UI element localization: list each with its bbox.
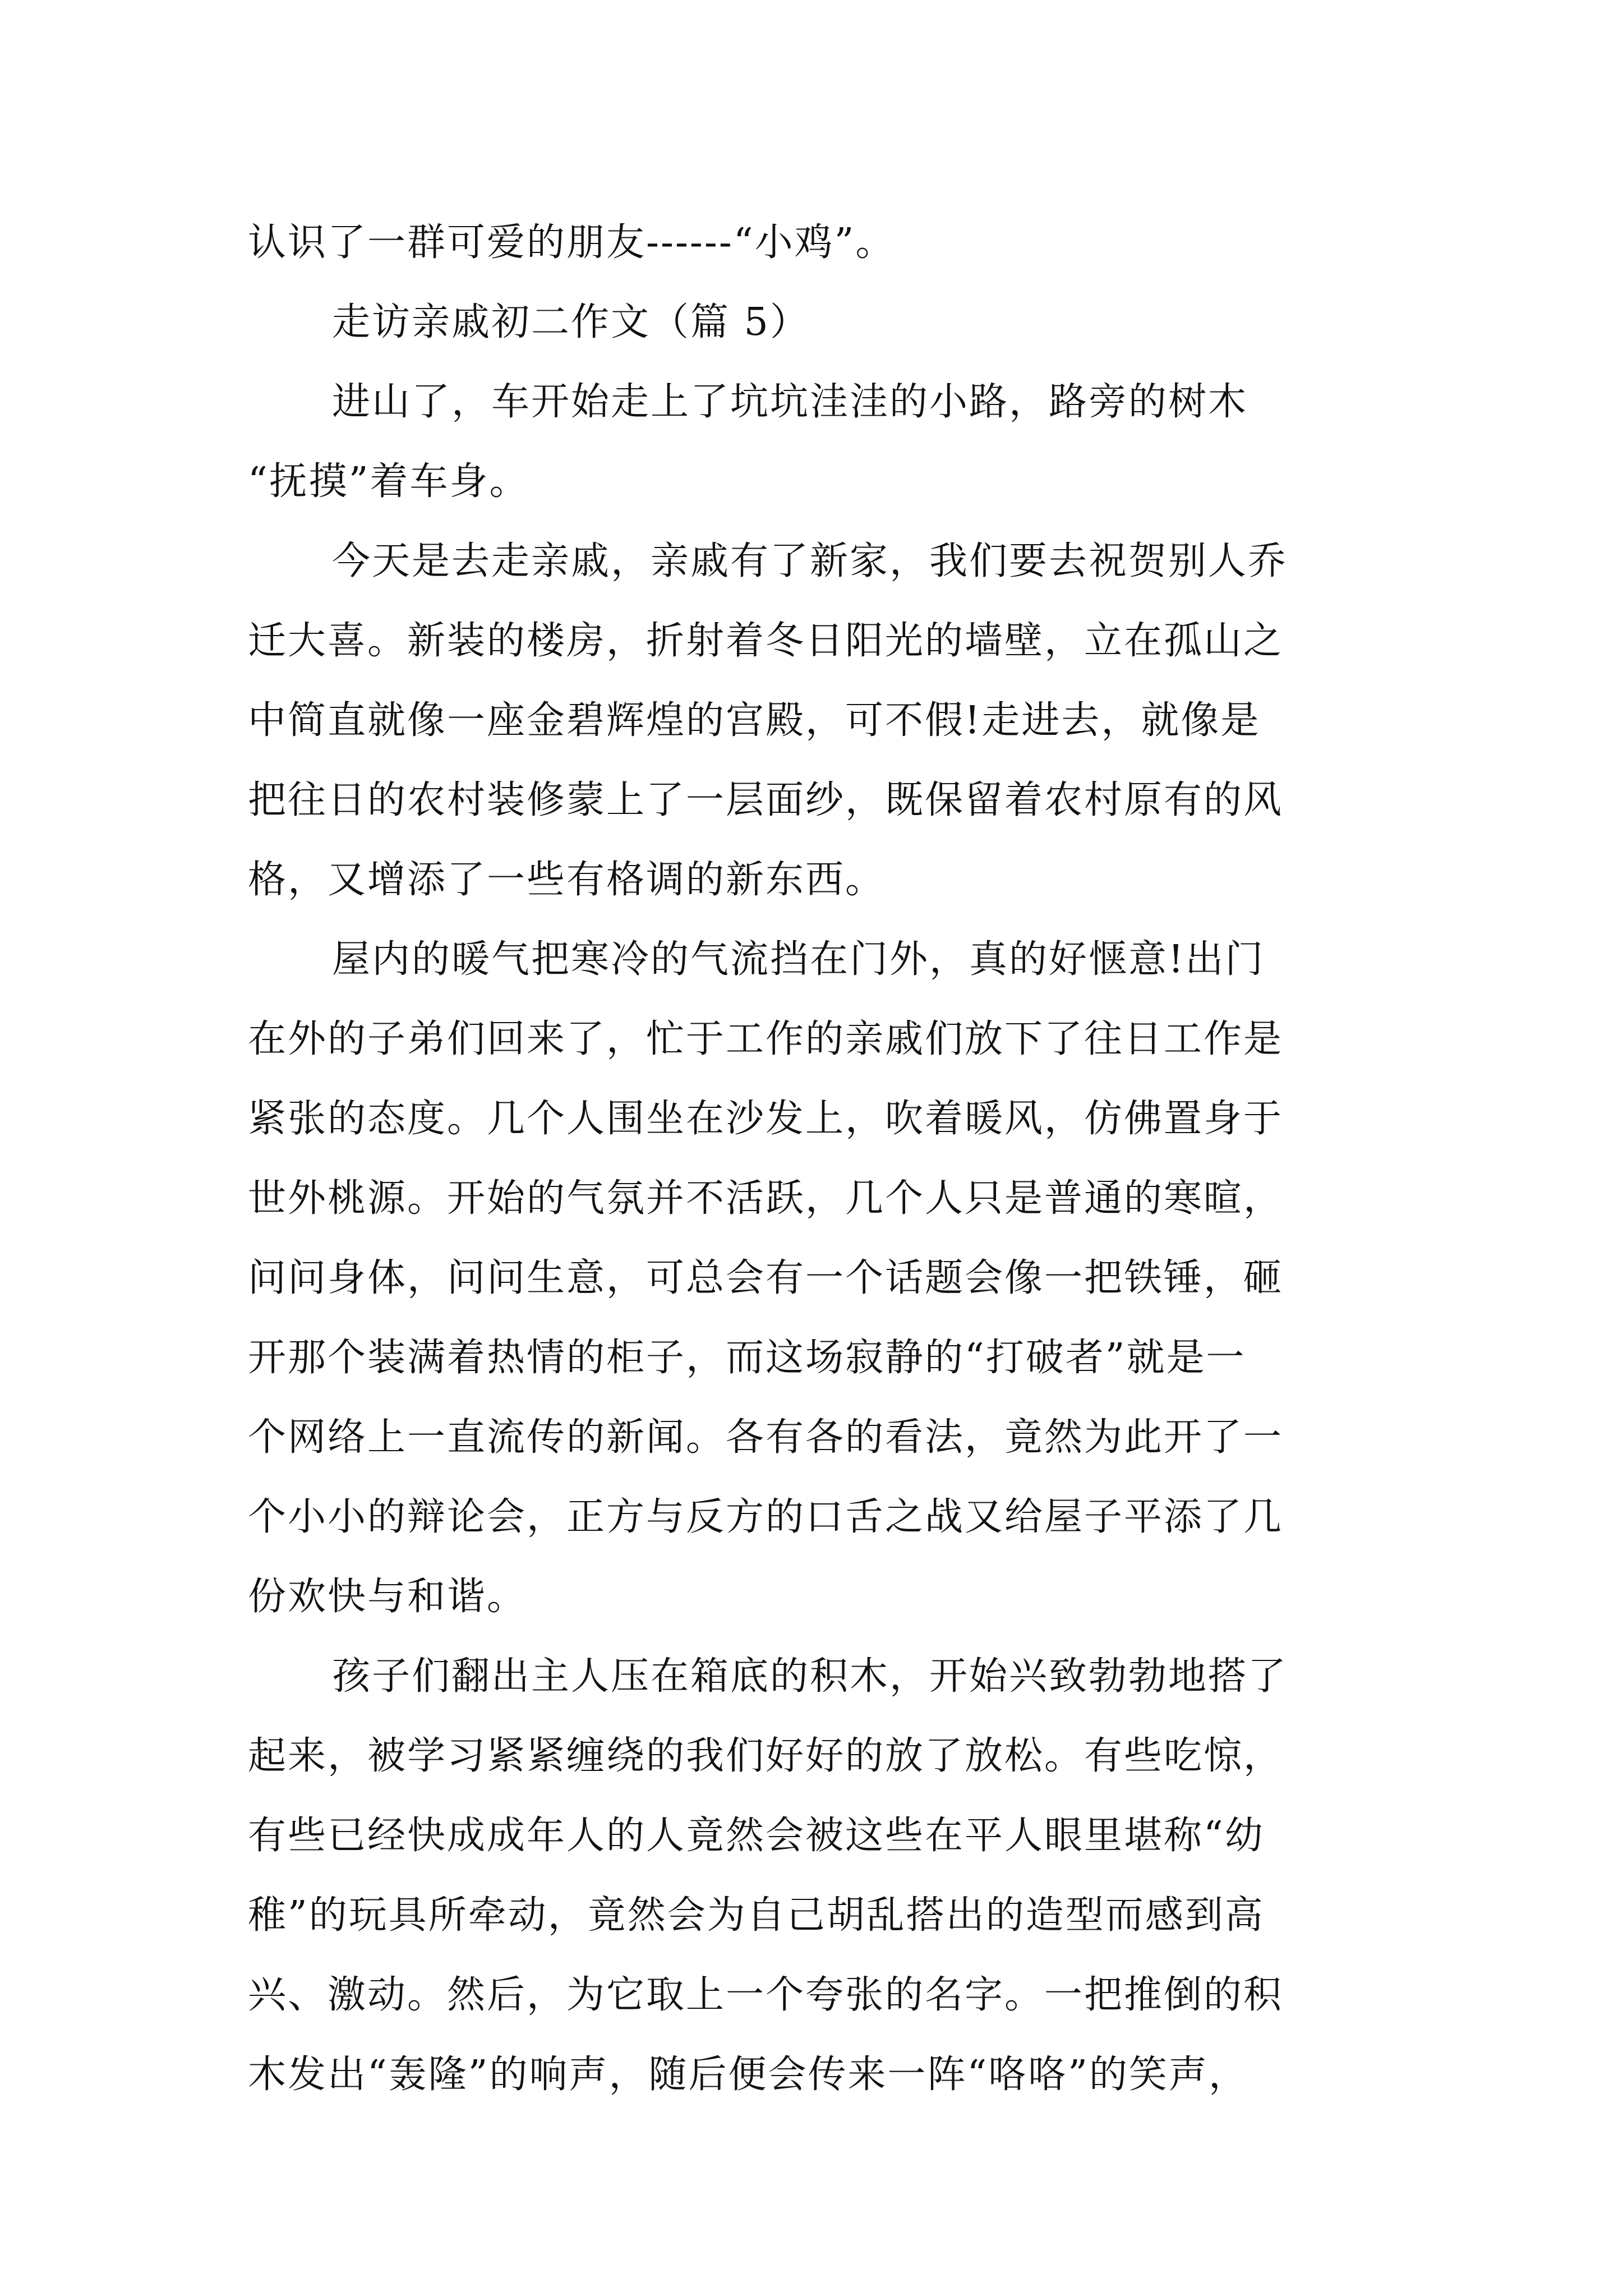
- text-line: 格，又增添了一些有格调的新东西。: [248, 858, 886, 902]
- text-line: 认识了一群可爱的朋友------“小鸡”。: [248, 220, 896, 265]
- text-line: 进山了，车开始走上了坑坑洼洼的小路，路旁的树木: [332, 380, 1248, 424]
- text-line: 中简直就像一座金碧辉煌的宫殿，可不假!走进去，就像是: [248, 698, 1261, 743]
- text-line: 开那个装满着热情的柜子，而这场寂静的“打破者”就是一: [248, 1336, 1246, 1380]
- text-line: 问问身体，问问生意，可总会有一个话题会像一把铁锤，砸: [248, 1256, 1284, 1300]
- document-body: [248, 203, 1392, 2115]
- text-line: 份欢快与和谐。: [248, 1575, 527, 1619]
- text-line: 紧张的态度。几个人围坐在沙发上，吹着暖风，仿佛置身于: [248, 1097, 1284, 1141]
- text-line: 稚”的玩具所牵动，竟然会为自己胡乱搭出的造型而感到高: [248, 1893, 1265, 1938]
- text-line: 把往日的农村装修蒙上了一层面纱，既保留着农村原有的风: [248, 778, 1284, 822]
- text-line: 孩子们翻出主人压在箱底的积木，开始兴致勃勃地搭了: [332, 1654, 1288, 1699]
- text-line: 在外的子弟们回来了，忙于工作的亲戚们放下了往日工作是: [248, 1017, 1284, 1061]
- text-line: 迁大喜。新装的楼房，折射着冬日阳光的墙壁，立在孤山之: [248, 619, 1284, 663]
- text-line: 世外桃源。开始的气氛并不活跃，几个人只是普通的寒暄，: [248, 1176, 1284, 1221]
- text-line: 有些已经快成成年人的人竟然会被这些在平人眼里堪称“幼: [248, 1814, 1265, 1858]
- section-heading: 走访亲戚初二作文（篇 5）: [332, 300, 810, 344]
- text-line: 屋内的暖气把寒冷的气流挡在门外，真的好惬意!出门: [332, 937, 1265, 982]
- text-line: 今天是去走亲戚，亲戚有了新家，我们要去祝贺别人乔: [332, 539, 1288, 583]
- text-line: 个小小的辩论会，正方与反方的口舌之战又给屋子平添了几: [248, 1495, 1284, 1539]
- text-line: 兴、激动。然后，为它取上一个夸张的名字。一把推倒的积: [248, 1973, 1284, 2017]
- text-line: “抚摸”着车身。: [248, 459, 529, 504]
- text-line: 个网络上一直流传的新闻。各有各的看法，竟然为此开了一: [248, 1415, 1284, 1460]
- text-line: 起来，被学习紧紧缠绕的我们好好的放了放松。有些吃惊，: [248, 1734, 1284, 1778]
- text-line: 木发出“轰隆”的响声，随后便会传来一阵“咯咯”的笑声，: [248, 2053, 1249, 2097]
